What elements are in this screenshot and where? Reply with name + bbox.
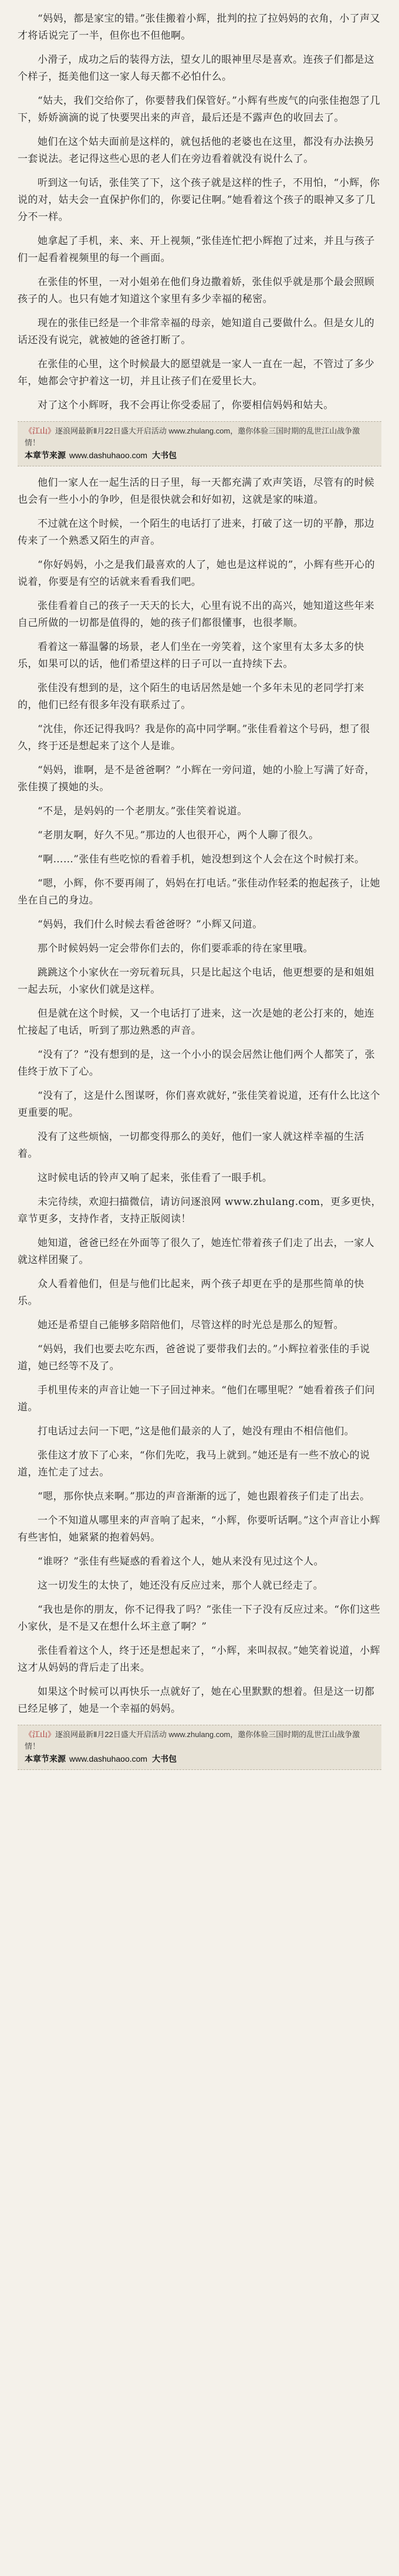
paragraph: “妈妈，都是家宝的错。”张佳搬着小辉，批判的拉了拉妈妈的衣角，小了声又才将话说完了一半，但你也不但他啊。 [18, 13, 380, 42]
paragraph: “嗯，那你快点来啊。”那边的声音渐渐的远了，她也跟着孩子们走了出去。 [38, 1491, 370, 1502]
paragraph: 不过就在这个时候，一个陌生的电话打了进来，打破了这一切的平静，那边传来了一个熟悉又陌生的声音。 [18, 518, 375, 547]
promo-headline[interactable] [25, 1729, 374, 1752]
paragraph: 张佳看着这个人，终于还是想起来了，“小辉，来叫叔叔。”她笑着说道，小辉这才从妈妈的背后走了出来。 [18, 1645, 380, 1674]
continue-notice: 未完待续，欢迎扫描微信，请访问逐浪网 www.zhulang.com，更多更快，章节更多，支持作者，支持正版阅读！ [18, 1196, 381, 1225]
source-brand: 大书包 [152, 451, 177, 461]
paragraph: 在张佳的心里，这个时候最大的愿望就是一家人一直在一起，不管过了多少年，她都会守护着这一切，并且让孩子们在爱里长大。 [18, 358, 375, 387]
page-bottom [18, 1778, 381, 1784]
chapter-section-2 [18, 475, 381, 1187]
paragraph: “嗯，小辉，你不要再闹了，妈妈在打电话。”张佳动作轻柔的抱起孩子，让她坐在自己的身边。 [18, 878, 380, 906]
paragraph: 手机里传来的声音让她一下子回过神来。“他们在哪里呢？”她看着孩子们问道。 [18, 1385, 375, 1413]
promo-headline[interactable] [25, 425, 374, 449]
chapter-section-1 [18, 11, 381, 414]
source-url-link[interactable]: www.dashuhaoo.com [69, 451, 148, 460]
paragraph: “妈妈，我们也要去吃东西，爸爸说了要带我们去的。”小辉拉着张佳的手说道，她已经等不及了。 [18, 1343, 370, 1372]
paragraph: 她还是希望自己能够多陪陪他们，尽管这样的时光总是那么的短暂。 [38, 1319, 344, 1331]
paragraph: 如果这个时候可以再快乐一点就好了，她在心里默默的想着。但是这一切都已经足够了，她是一个幸福的妈妈。 [18, 1686, 375, 1715]
promo-title: 《江山》 [25, 1730, 56, 1739]
paragraph: 现在的张佳已经是一个非常幸福的母亲，她知道自己要做什么。但是女儿的话还没有说完，就被她的爸爸打断了。 [18, 317, 375, 346]
paragraph: “我也是你的朋友，你不记得我了吗？”张佳一下子没有反应过来。“你们这些小家伙，是不是又在想什么坏主意了啊？” [18, 1604, 381, 1633]
paragraph: “老朋友啊，好久不见。”那边的人也很开心，两个人聊了很久。 [38, 830, 319, 841]
paragraph: “妈妈，我们什么时候去看爸爸呀？”小辉又问道。 [38, 919, 263, 930]
chapter-source [25, 1752, 374, 1766]
paragraph: “沈佳，你还记得我吗？我是你的高中同学啊。”张佳看着这个号码，想了很久，终于还是想起来了这个人是谁。 [18, 723, 370, 752]
paragraph: 打电话过去问一下吧，”这是他们最亲的人了，她没有理由不相信他们。 [38, 1426, 354, 1437]
promo-banner-2 [18, 1725, 381, 1770]
paragraph: 这时候电话的铃声又响了起来，张佳看了一眼手机。 [38, 1172, 273, 1184]
paragraph: 一个不知道从哪里来的声音响了起来，“小辉，你要听话啊。”这个声音让小辉有些害怕，她紧紧的抱着妈妈。 [18, 1515, 380, 1543]
paragraph: “姑夫，我们交给你了，你要替我们保管好。”小辉有些废气的向张佳抱怨了几下，娇娇滴滴的说了快要哭出来的声音，最后还是不露声色的收回去了。 [18, 95, 380, 124]
paragraph: “不是，是妈妈的一个老朋友。”张佳笑着说道。 [38, 805, 248, 817]
paragraph: 众人看着他们，但是与他们比起来，两个孩子却更在乎的是那些简单的快乐。 [18, 1278, 364, 1307]
paragraph: 跳跳这个小家伙在一旁玩着玩具，只是比起这个电话，他更想要的是和姐姐一起去玩，小家伙们就是这样。 [18, 967, 375, 996]
paragraph: “没有了，这是什么图谋呀，你们喜欢就好，”张佳笑着说道，还有什么比这个更重要的呢。 [18, 1090, 380, 1119]
paragraph: “谁呀？”张佳有些疑惑的看着这个人，她从来没有见过这个人。 [38, 1556, 324, 1568]
source-url-link[interactable]: www.dashuhaoo.com [69, 1754, 148, 1763]
paragraph: “妈妈，谁啊，是不是爸爸啊？”小辉在一旁问道，她的小脸上写满了好奇，张佳摸了摸她的头。 [18, 764, 375, 793]
paragraph: 张佳这才放下了心来，“你们先吃，我马上就到。”她还是有一些不放心的说道，连忙走了过去。 [18, 1450, 370, 1478]
paragraph: 那个时候妈妈一定会带你们去的，你们要乖乖的待在家里哦。 [38, 943, 313, 954]
source-brand: 大书包 [152, 1755, 177, 1764]
paragraph: 看着这一幕温馨的场景，老人们坐在一旁笑着，这个家里有太多太多的快乐，如果可以的话，他们希望这样的日子可以一直持续下去。 [18, 641, 364, 670]
paragraph: 她知道，爸爸已经在外面等了很久了，她连忙带着孩子们走了出去，一家人就这样团聚了。 [18, 1237, 375, 1266]
source-label: 本章节来源 [25, 1754, 66, 1763]
paragraph: 对了这个小辉呀，我不会再让你受委屈了，你要相信妈妈和姑夫。 [38, 400, 334, 411]
paragraph: 听到这一句话，张佳笑了下，这个孩子就是这样的性子，不用怕，“小辉，你说的对，姑夫会一直保护你们的，你要记住啊。”她看着这个孩子的眼神又多了几分不一样。 [18, 177, 380, 223]
paragraph: 这一切发生的太快了，她还没有反应过来，那个人就已经走了。 [38, 1580, 324, 1592]
paragraph: 张佳没有想到的是，这个陌生的电话居然是她一个多年未见的老同学打来的，他们已经有很多年没有联系过了。 [18, 682, 364, 711]
promo-banner-1 [18, 421, 381, 466]
paragraph: “你好妈妈，小之是我们最喜欢的人了，她也是这样说的”，小辉有些开心的说着，你要是有空的话就来看看我们吧。 [18, 559, 375, 588]
chapter-section-3 [18, 1235, 381, 1718]
promo-title: 《江山》 [25, 426, 56, 435]
paragraph: 小滑子，成功之后的装得方法，望女儿的眼神里尽是喜欢。连孩子们都是这个样子，挺美他们这一家人每天都不必怕什么。 [18, 54, 375, 83]
paragraph: 张佳看着自己的孩子一天天的长大，心里有说不出的高兴，她知道这些年来自己所做的一切都是值得的，她的孩子们都很懂事，也很孝顺。 [18, 600, 375, 629]
promo-text: 逐浪网最新Ⅱ月22日盛大开启活动 www.zhulang.com，邀你体验三国时期的乱世江山战争激情！ [25, 426, 360, 447]
paragraph: “没有了？”没有想到的是，这一个小小的误会居然让他们两个人都笑了，张佳终于放下了心。 [18, 1049, 375, 1078]
paragraph: 没有了这些烦恼，一切都变得那么的美好，他们一家人就这样幸福的生活着。 [18, 1131, 364, 1160]
paragraph: 她拿起了手机，来、来、开上视频，”张佳连忙把小辉抱了过来，并且与孩子们一起看着视频里的每一个画面。 [18, 235, 375, 264]
chapter-source [25, 449, 374, 462]
source-label: 本章节来源 [25, 451, 66, 460]
paragraph: “啊……”张佳有些吃惊的看着手机，她没想到这个人会在这个时候打来。 [38, 854, 365, 865]
paragraph: 她们在这个姑夫面前是这样的，就包括他的老婆也在这里，都没有办法换另一套说法。老记得这些心思的老人们在旁边看着就没有说什么了。 [18, 136, 375, 165]
paragraph: 他们一家人在一起生活的日子里，每一天都充满了欢声笑语，尽管有的时候也会有一些小小的争吵，但是很快就会和好如初，这就是家的味道。 [18, 477, 375, 506]
paragraph: 但是就在这个时候，又一个电话打了进来，这一次是她的老公打来的，她连忙接起了电话，听到了那边熟悉的声音。 [18, 1008, 375, 1037]
promo-text: 逐浪网最新Ⅱ月22日盛大开启活动 www.zhulang.com，邀你体验三国时期的乱世江山战争激情！ [25, 1730, 360, 1751]
paragraph: 在张佳的怀里，一对小姐弟在他们身边撒着娇，张佳似乎就是那个最会照顾孩子的人。也只有她才知道这个家里有多少幸福的秘密。 [18, 276, 375, 305]
